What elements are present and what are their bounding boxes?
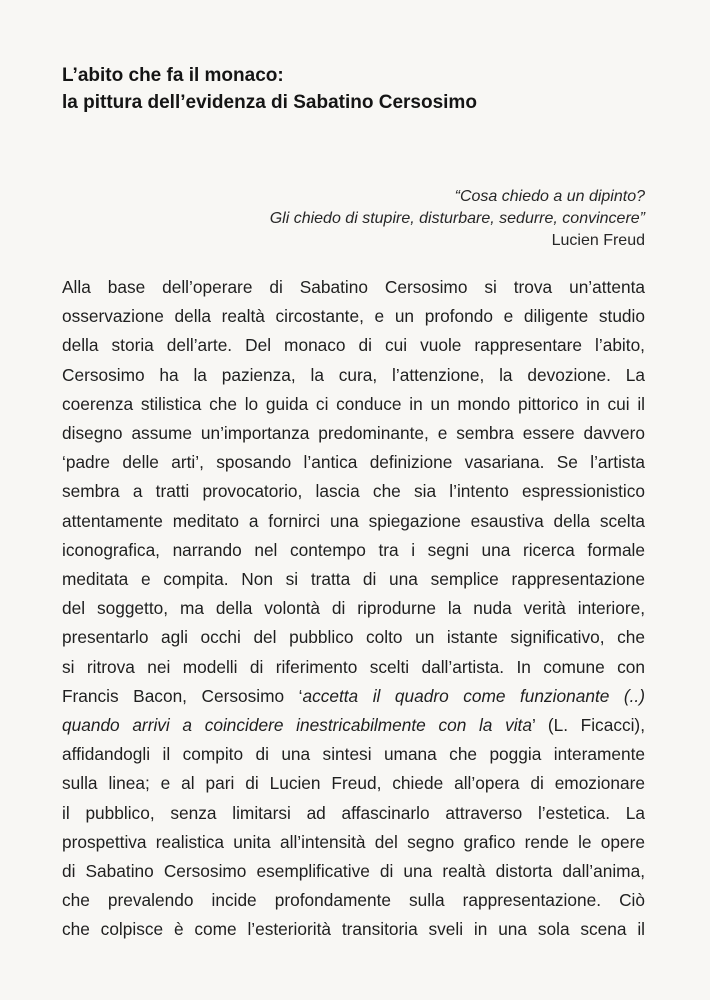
- body-line: attentamente meditato a fornirci una spiegazione esaustiva della scelta: [62, 510, 645, 531]
- body-line-quote: accetta il quadro come funzionante (..): [302, 685, 645, 706]
- body-line: sembra a tratti provocatorio, lascia che sia l’intento espressionistico: [62, 481, 645, 502]
- body-line-text: ’ (L. Ficacci),: [531, 715, 645, 736]
- body-line: della storia dell’arte. Del monaco di cui vuole rappresentare l’abito,: [62, 335, 645, 356]
- body-line: affidandogli il compito di una sintesi umana che poggia interamente: [62, 744, 645, 765]
- body-line: Alla base dell’operare di Sabatino Cersosimo si trova un’attenta: [62, 277, 645, 297]
- title-line-2: la pittura dell’evidenza di Sabatino Cersosimo: [62, 92, 477, 113]
- body-line: che prevalendo incide profondamente sulla rappresentazione. Ciò: [62, 890, 645, 911]
- body-line: prospettiva realistica unita all’intensità del segno grafico rende le opere: [62, 831, 645, 852]
- body-line: sulla linea; e al pari di Lucien Freud, chiede all’opera di emozionare: [62, 773, 645, 794]
- body-line: Cersosimo ha la pazienza, la cura, l’attenzione, la devozione. La: [62, 364, 645, 385]
- epigraph: [125, 186, 645, 252]
- body-line: che colpisce è come l’esteriorità transitoria sveli in una sola scena il: [62, 919, 645, 940]
- epigraph-quote-line-1: “Cosa chiedo a un dipinto?: [454, 188, 645, 205]
- body-line: [62, 682, 645, 711]
- body-line: [62, 711, 645, 740]
- body-line: di Sabatino Cersosimo esemplificative di una realtà distorta dall’anima,: [62, 861, 645, 882]
- body-paragraph: [62, 273, 645, 945]
- epigraph-author: Lucien Freud: [551, 232, 645, 249]
- epigraph-quote-line-2: Gli chiedo di stupire, disturbare, sedurre, convincere”: [269, 210, 645, 227]
- body-line: ‘padre delle arti’, sposando l’antica definizione vasariana. Se l’artista: [62, 452, 645, 473]
- body-line-quote: quando arrivi a coincidere inestricabilmente con la vita: [62, 715, 532, 736]
- body-line: il pubblico, senza limitarsi ad affascinarlo attraverso l’estetica. La: [62, 802, 645, 823]
- page-title: [62, 62, 662, 116]
- body-line-text: Francis Bacon, Cersosimo ‘: [62, 685, 303, 706]
- body-line: iconografica, narrando nel contempo tra i segni una ricerca formale: [62, 539, 645, 560]
- body-line: presentarlo agli occhi del pubblico colto un istante significativo, che: [62, 627, 645, 648]
- title-line-1: L’abito che fa il monaco:: [62, 65, 284, 86]
- body-line: coerenza stilistica che lo guida ci conduce in un mondo pittorico in cui il: [62, 393, 645, 414]
- body-line: disegno assume un’importanza predominante, e sembra essere davvero: [62, 423, 645, 444]
- body-line: osservazione della realtà circostante, e un profondo e diligente studio: [62, 306, 645, 327]
- body-line: meditata e compita. Non si tratta di una semplice rappresentazione: [62, 569, 645, 590]
- body-line: si ritrova nei modelli di riferimento scelti dall’artista. In comune con: [62, 656, 645, 677]
- body-line: del soggetto, ma della volontà di riprodurne la nuda verità interiore,: [62, 598, 645, 619]
